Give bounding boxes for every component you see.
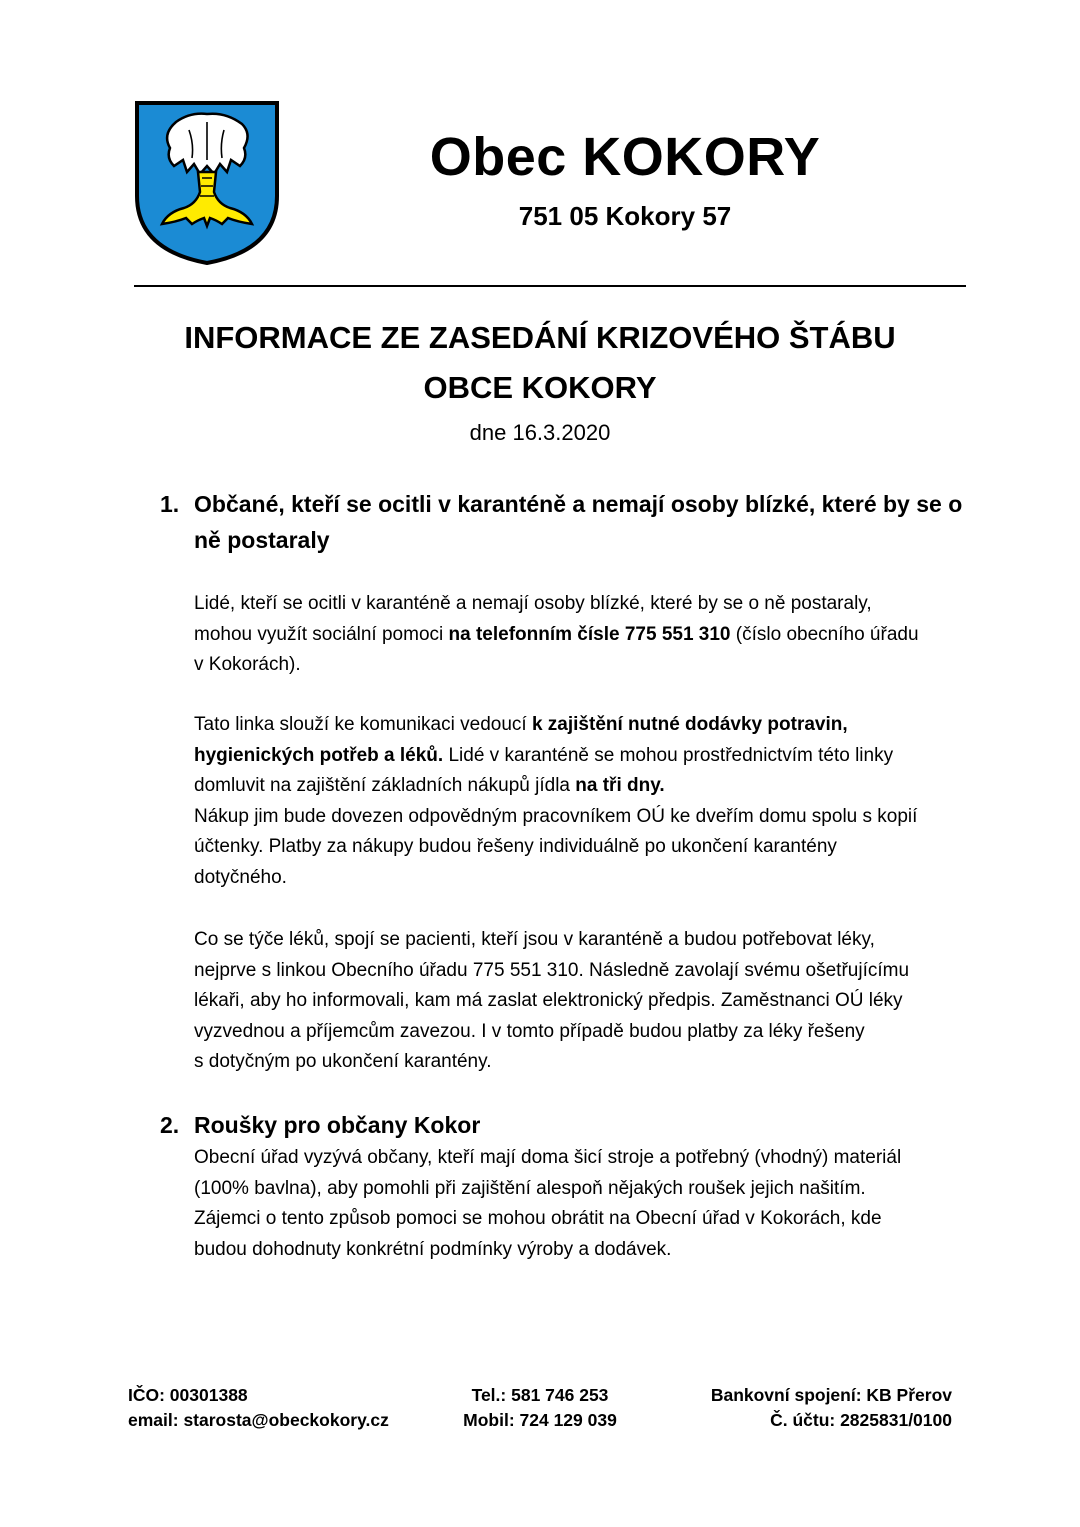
text-line: Nákup jim bude dovezen odpovědným pracovníkem OÚ ke dveřím domu spolu s kopií bbox=[194, 805, 918, 827]
text-line: (100% bavlna), aby pomohli při zajištění alespoň nějakých roušek jejich našitím. bbox=[194, 1177, 866, 1199]
footer-mobil: Mobil: 724 129 039 bbox=[463, 1410, 617, 1430]
bold-text: na tři dny. bbox=[575, 775, 665, 796]
text-span: (číslo obecního úřadu bbox=[730, 623, 919, 645]
coat-of-arms-icon bbox=[134, 100, 280, 266]
text-line: v Kokorách). bbox=[194, 654, 301, 675]
text-line: Obecní úřad vyzývá občany, kteří mají doma šicí stroje a potřebný (vhodný) materiál bbox=[194, 1147, 902, 1168]
text-span: domluvit na zajištění základních nákupů jídla bbox=[194, 775, 576, 796]
paragraph bbox=[194, 925, 969, 1078]
footer-middle bbox=[440, 1383, 640, 1433]
text-line: s dotyčným po ukončení karantény. bbox=[194, 1051, 492, 1072]
footer-ico: IČO: 00301388 bbox=[128, 1385, 248, 1405]
text-line: budou dohodnuty konkrétní podmínky výroby a dodávek. bbox=[194, 1238, 672, 1260]
section-heading bbox=[194, 486, 964, 558]
org-name: Obec KOKORY bbox=[429, 127, 821, 187]
text-line: účtenky. Platby za nákupy budou řešeny individuálně po ukončení karantény bbox=[194, 836, 837, 857]
text-span: mohou využít sociální pomoci bbox=[194, 623, 449, 645]
header-divider bbox=[134, 285, 966, 287]
footer-left bbox=[128, 1383, 389, 1433]
text-line bbox=[194, 771, 969, 802]
paragraph bbox=[194, 710, 969, 893]
text-line: Co se týče léků, spojí se pacienti, kteří jsou v karanténě a budou potřebovat léky, bbox=[194, 929, 875, 950]
section-number: 1. bbox=[160, 491, 180, 517]
document-title-line2: OBCE KOKORY bbox=[423, 370, 657, 405]
text-line: dotyčného. bbox=[194, 866, 287, 888]
footer-tel: Tel.: 581 746 253 bbox=[471, 1385, 609, 1405]
document-date: dne 16.3.2020 bbox=[469, 420, 611, 445]
org-address: 751 05 Kokory 57 bbox=[518, 201, 732, 231]
paragraph bbox=[194, 589, 969, 681]
section-heading: Roušky pro občany Kokor bbox=[194, 1112, 481, 1138]
paragraph bbox=[194, 1143, 969, 1265]
bold-text: k zajištění nutné dodávky potravin, bbox=[531, 714, 848, 735]
text-span: Tato linka slouží ke komunikaci vedoucí bbox=[194, 714, 532, 735]
text-line: nejprve s linkou Obecního úřadu 775 551 310. Následně zavolají svému ošetřujícímu bbox=[194, 959, 910, 981]
phone-highlight: na telefonním čísle 775 551 310 bbox=[448, 623, 731, 645]
text-line bbox=[194, 710, 969, 741]
footer-account: Č. účtu: 2825831/0100 bbox=[770, 1410, 952, 1430]
footer-bank: Bankovní spojení: KB Přerov bbox=[710, 1385, 952, 1405]
footer-right bbox=[650, 1383, 952, 1433]
text-line: lékaři, aby ho informovali, kam má zaslat elektronický předpis. Zaměstnanci OÚ léky bbox=[194, 990, 903, 1011]
section-heading-line: ně postaraly bbox=[194, 527, 330, 553]
section-heading-line: Občané, kteří se ocitli v karanténě a nemají osoby blízké, které by se o bbox=[194, 491, 963, 517]
bold-text: hygienických potřeb a léků. bbox=[194, 744, 444, 766]
document-title: INFORMACE ZE ZASEDÁNÍ KRIZOVÉHO ŠTÁBU bbox=[184, 320, 896, 355]
text-span: Lidé v karanténě se mohou prostřednictvím této linky bbox=[443, 744, 894, 766]
text-line: Lidé, kteří se ocitli v karanténě a nemají osoby blízké, které by se o ně postaraly, bbox=[194, 593, 872, 614]
text-line: Zájemci o tento způsob pomoci se mohou obrátit na Obecní úřad v Kokorách, kde bbox=[194, 1208, 882, 1229]
text-line bbox=[194, 741, 969, 772]
text-line bbox=[194, 620, 969, 651]
text-line: vyzvednou a příjemcům zavezou. I v tomto případě budou platby za léky řešeny bbox=[194, 1020, 865, 1042]
section-number: 2. bbox=[160, 1112, 180, 1138]
footer-email: email: starosta@obeckokory.cz bbox=[128, 1410, 389, 1430]
